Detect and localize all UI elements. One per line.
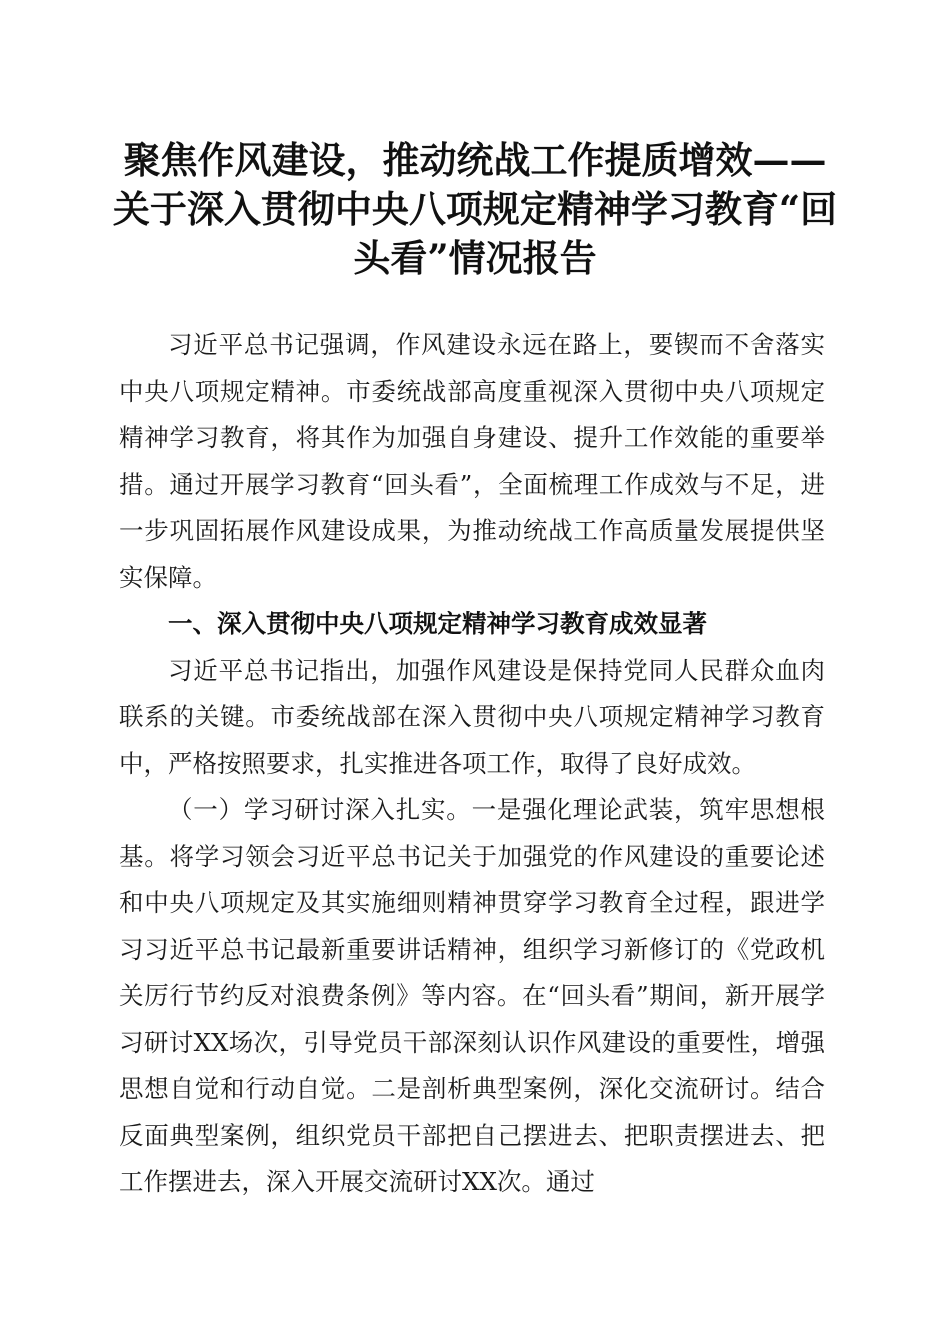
section-paragraph: 习近平总书记指出，加强作风建设是保持党同人民群众血肉联系的关键。市委统战部在深入贯彻中央八项规定精神学习教育中，严格按照要求，扎实推进各项工作，取得了良好成效。 bbox=[119, 655, 825, 778]
document-title: 聚焦作风建设，推动统战工作提质增效——关于深入贯彻中央八项规定精神学习教育“回头看”情况报告 bbox=[112, 138, 838, 280]
intro-paragraph: 习近平总书记强调，作风建设永远在路上，要锲而不舍落实中央八项规定精神。市委统战部高度重视深入贯彻中央八项规定精神学习教育，将其作为加强自身建设、提升工作效能的重要举措。通过开展学习教育“回头看”，全面梳理工作成效与不足，进一步巩固拓展作风建设成果，为推动统战工作高质量发展提供坚实保障。 bbox=[119, 330, 825, 592]
subsection-paragraph: （一）学习研讨深入扎实。一是强化理论武装，筑牢思想根基。将学习领会习近平总书记关于加强党的作风建设的重要论述和中央八项规定及其实施细则精神贯穿学习教育全过程，跟进学习习近平总书记最新重要讲话精神，组织学习新修订的《党政机关厉行节约反对浪费条例》等内容。在“回头看”期间，新开展学习研讨XX场次，引导党员干部深刻认识作风建设的重要性，增强思想自觉和行动自觉。二是剖析典型案例，深化交流研讨。结合反面典型案例，组织党员干部把自己摆进去、把职责摆进去、把工作摆进去，深入开展交流研讨XX次。通过 bbox=[119, 795, 825, 1196]
document-body bbox=[119, 322, 825, 1206]
section-heading: 一、深入贯彻中央八项规定精神学习教育成效显著 bbox=[168, 609, 707, 638]
